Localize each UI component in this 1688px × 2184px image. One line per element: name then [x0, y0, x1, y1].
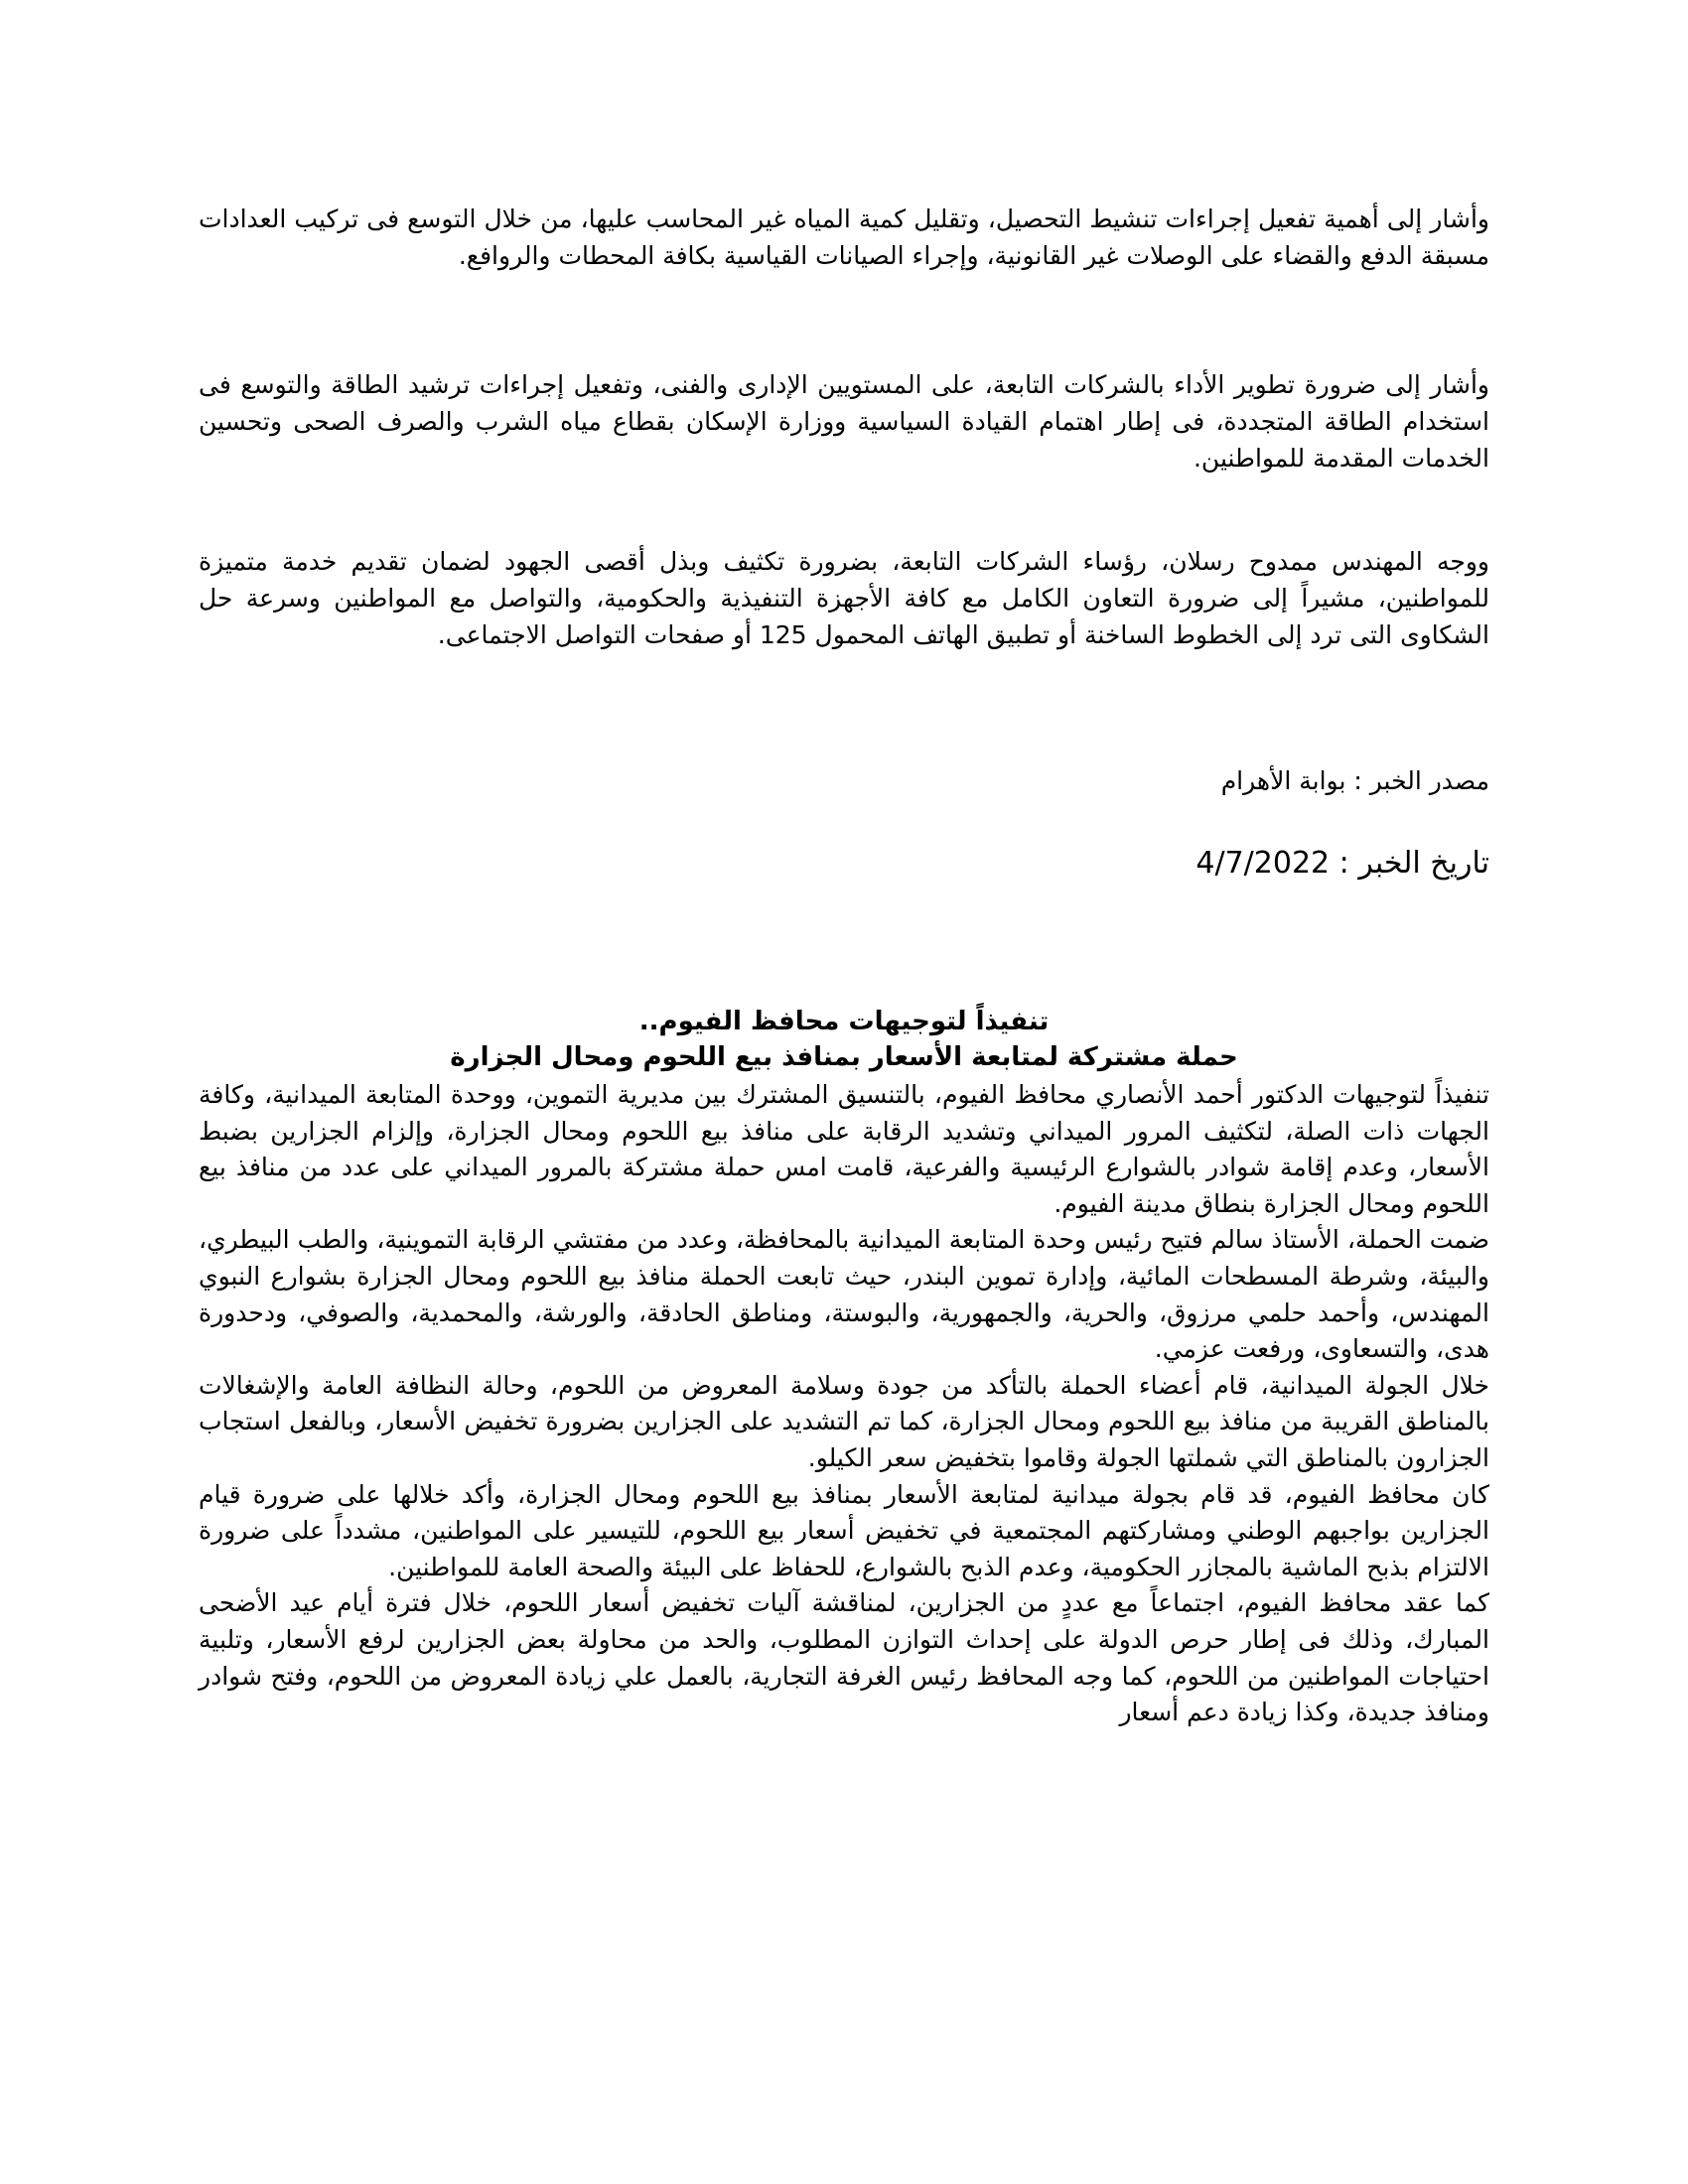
article-paragraph-5: كما عقد محافظ الفيوم، اجتماعاً مع عددٍ من الجزارين، لمناقشة آليات تخفيض أسعار اللحوم، خلال فترة أيام عيد الأضحى المبارك، وذلك فى إطار حرص الدولة على إحداث التوازن المطلوب، والحد من محاولة بعض الجزارين لرفع الأسعار، وتلبية احتياجات المواطنين من اللحوم، كما وجه المحافظ رئيس الغرفة التجارية، بالعمل علي زيادة المعروض من اللحوم، وفتح شوادر ومنافذ جديدة، وكذا زيادة دعم أسعار	[199, 1588, 1489, 1727]
article-paragraph-1: تنفيذاً لتوجيهات الدكتور أحمد الأنصاري محافظ الفيوم، بالتنسيق المشترك بين مديرية التموين، ووحدة المتابعة الميدانية، وكافة الجهات ذات الصلة، لتكثيف المرور الميداني وتشديد الرقابة على منافذ بيع اللحوم ومحال الجزارة، وإلزام الجزارين بضبط الأسعار، وعدم إقامة شوادر بالشوارع الرئيسية والفرعية، قامت امس حملة مشتركة بالمرور الميداني على عدد من منافذ بيع اللحوم ومحال الجزارة بنطاق مدينة الفيوم.	[199, 1080, 1489, 1218]
article-paragraph-3: خلال الجولة الميدانية، قام أعضاء الحملة بالتأكد من جودة وسلامة المعروض من اللحوم، وحالة النظافة العامة والإشغالات بالمناطق القريبة من منافذ بيع اللحوم ومحال الجزارة، كما تم التشديد على الجزارين بضرورة تخفيض الأسعار، وبالفعل استجاب الجزارون بالمناطق التي شملتها الجولة وقاموا بتخفيض سعر الكيلو.	[199, 1370, 1489, 1472]
body-paragraph-3: ووجه المهندس ممدوح رسلان، رؤساء الشركات التابعة، بضرورة تكثيف وبذل أقصى الجهود لضمان تقديم خدمة متميزة للمواطنين، مشيراً إلى ضرورة التعاون الكامل مع كافة الأجهزة التنفيذية والحكومية، والتواصل مع المواطنين وسرعة حل الشكاوى التى ترد إلى الخطوط الساخنة أو تطبيق الهاتف المحمول 125 أو صفحات التواصل الاجتماعى.	[199, 547, 1489, 649]
article-headline-line-1: تنفيذاً لتوجيهات محافظ الفيوم..	[638, 1007, 1050, 1036]
article-body	[199, 1077, 1489, 1731]
body-paragraph-1: وأشار إلى أهمية تفعيل إجراءات تنشيط التحصيل، وتقليل كمية المياه غير المحاسب عليها، من خلال التوسع فى تركيب العدادات مسبقة الدفع والقضاء على الوصلات غير القانونية، وإجراء الصيانات القياسية بكافة المحطات والروافع.	[199, 205, 1489, 270]
article-paragraph-2: ضمت الحملة، الأستاذ سالم فتيح رئيس وحدة المتابعة الميدانية بالمحافظة، وعدد من مفتشي الرقابة التموينية، والطب البيطري، والبيئة، وشرطة المسطحات المائية، وإدارة تموين البندر، حيث تابعت الحملة منافذ بيع اللحوم ومحال الجزارة بشوارع النبوي المهندس، وأحمد حلمي مرزوق، والحرية، والجمهورية، والبوستة، ومناطق الحادقة، والورشة، والمحمدية، والصوفي، ودحدورة هدى، والتسعاوى، ورفعت عزمي.	[199, 1225, 1489, 1364]
article-paragraph-4: كان محافظ الفيوم، قد قام بجولة ميدانية لمتابعة الأسعار بمنافذ بيع اللحوم ومحال الجزارة، وأكد خلالها على ضرورة قيام الجزارين بواجبهم الوطني ومشاركتهم المجتمعية في تخفيض أسعار بيع اللحوم، للتيسير على المواطنين، مشدداً على ضرورة الالتزام بذبح الماشية بالمجازر الحكومية، وعدم الذبح بالشوارع، للحفاظ على البيئة والصحة العامة للمواطنين.	[199, 1479, 1489, 1581]
article-headline-line-2: حملة مشتركة لمتابعة الأسعار بمنافذ بيع اللحوم ومحال الجزارة	[450, 1042, 1238, 1072]
news-date-line: تاريخ الخبر : 4/7/2022	[1196, 846, 1489, 881]
news-source-line: مصدر الخبر : بوابة الأهرام	[1220, 766, 1489, 795]
body-paragraph-2: وأشار إلى ضرورة تطوير الأداء بالشركات التابعة، على المستويين الإدارى والفنى، وتفعيل إجراءات ترشيد الطاقة والتوسع فى استخدام الطاقة المتجددة، فى إطار اهتمام القيادة السياسية ووزارة الإسكان بقطاع مياه الشرب والصرف الصحى وتحسين الخدمات المقدمة للمواطنين.	[199, 370, 1489, 473]
